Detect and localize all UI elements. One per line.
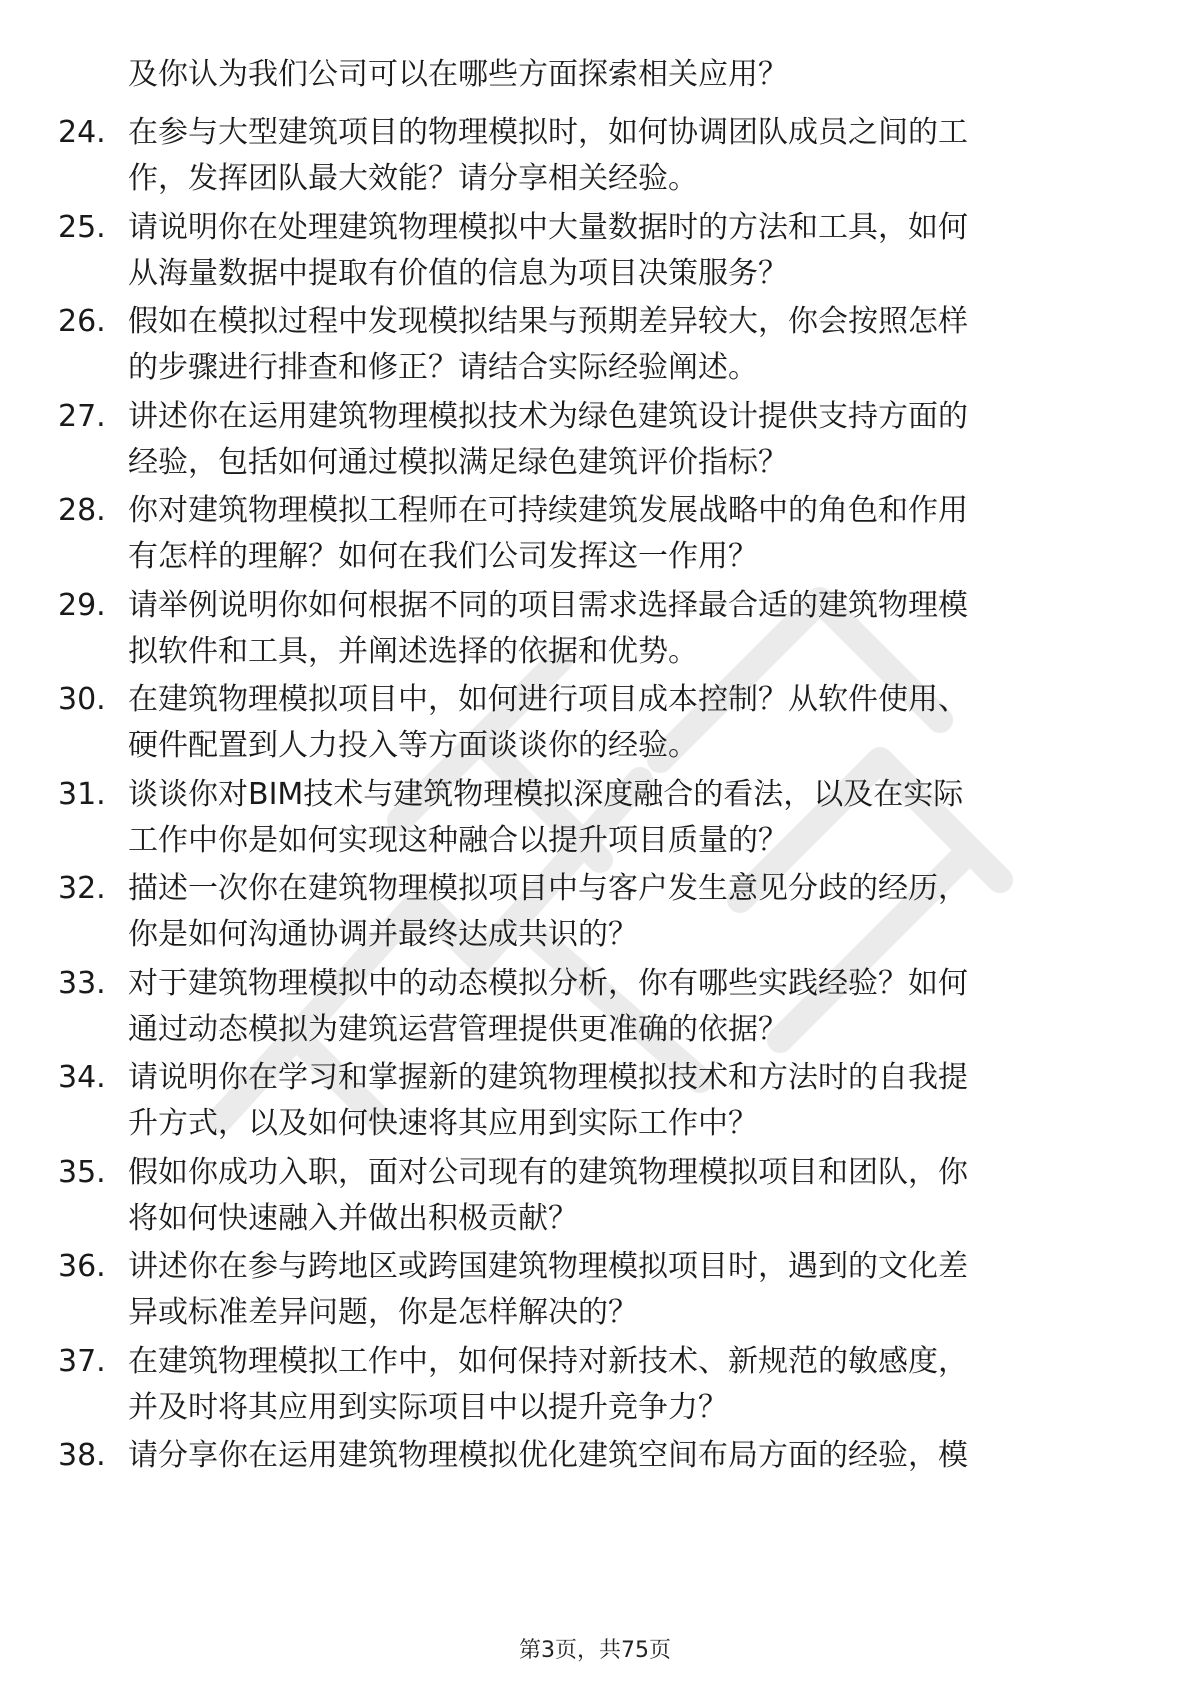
continuation-line: 及你认为我们公司可以在哪些方面探索相关应用？ xyxy=(128,57,788,92)
question-text-line: 讲述你在运用建筑物理模拟技术为绿色建筑设计提供支持方面的 xyxy=(128,398,968,434)
question-text-line: 并及时将其应用到实际项目中以提升竞争力？ xyxy=(128,1389,728,1425)
question-text-line: 将如何快速融入并做出积极贡献？ xyxy=(128,1200,578,1236)
question-number: 30. xyxy=(58,682,106,717)
question-text-line: 请说明你在学习和掌握新的建筑物理模拟技术和方法时的自我提 xyxy=(128,1060,968,1095)
question-number: 25. xyxy=(58,209,106,245)
question-number: 33. xyxy=(58,965,106,1001)
question-number: 31. xyxy=(58,776,106,812)
question-text-line: 从海量数据中提取有价值的信息为项目决策服务？ xyxy=(128,255,788,291)
question-number: 27. xyxy=(58,398,106,434)
question-number: 37. xyxy=(58,1343,106,1379)
page-footer: 第3页，共75页 xyxy=(519,1638,671,1663)
question-text-line: 假如在模拟过程中发现模拟结果与预期差异较大，你会按照怎样 xyxy=(128,304,968,339)
question-text-line: 拟软件和工具，并阐述选择的依据和优势。 xyxy=(128,633,698,669)
question-text-line: 你对建筑物理模拟工程师在可持续建筑发展战略中的角色和作用 xyxy=(128,493,968,528)
question-text-line: 在建筑物理模拟工作中，如何保持对新技术、新规范的敏感度， xyxy=(128,1343,968,1379)
question-number: 35. xyxy=(58,1154,106,1190)
question-text-line: 的步骤进行排查和修正？请结合实际经验阐述。 xyxy=(128,350,758,385)
question-text-line: 对于建筑物理模拟中的动态模拟分析，你有哪些实践经验？如何 xyxy=(128,965,968,1001)
question-text-line: 工作中你是如何实现这种融合以提升项目质量的？ xyxy=(128,822,788,858)
question-text-line: 谈谈你对BIM技术与建筑物理模拟深度融合的看法，以及在实际 xyxy=(128,776,964,812)
question-text-line: 请分享你在运用建筑物理模拟优化建筑空间布局方面的经验，模 xyxy=(128,1438,968,1473)
question-text-line: 请举例说明你如何根据不同的项目需求选择最合适的建筑物理模 xyxy=(128,587,968,623)
question-text-line: 描述一次你在建筑物理模拟项目中与客户发生意见分歧的经历， xyxy=(128,871,968,906)
question-text-line: 有怎样的理解？如何在我们公司发挥这一作用？ xyxy=(128,539,758,574)
question-text-line: 升方式，以及如何快速将其应用到实际工作中？ xyxy=(128,1106,758,1141)
question-number: 36. xyxy=(58,1249,106,1284)
question-number: 28. xyxy=(58,493,106,528)
question-number: 34. xyxy=(58,1060,106,1095)
question-text-line: 在建筑物理模拟项目中，如何进行项目成本控制？从软件使用、 xyxy=(128,682,968,717)
question-text-line: 异或标准差异问题，你是怎样解决的？ xyxy=(128,1295,638,1330)
question-text-line: 经验，包括如何通过模拟满足绿色建筑评价指标？ xyxy=(128,444,788,480)
question-number: 32. xyxy=(58,871,106,906)
question-text-line: 假如你成功入职，面对公司现有的建筑物理模拟项目和团队，你 xyxy=(128,1154,968,1190)
question-text-line: 通过动态模拟为建筑运营管理提供更准确的依据？ xyxy=(128,1011,788,1047)
question-text-line: 你是如何沟通协调并最终达成共识的？ xyxy=(128,917,638,952)
question-text-line: 请说明你在处理建筑物理模拟中大量数据时的方法和工具，如何 xyxy=(128,209,968,245)
question-number: 24. xyxy=(58,115,106,150)
question-number: 38. xyxy=(58,1438,106,1473)
question-number: 26. xyxy=(58,304,106,339)
question-number: 29. xyxy=(58,587,106,623)
question-text-line: 讲述你在参与跨地区或跨国建筑物理模拟项目时，遇到的文化差 xyxy=(128,1249,968,1284)
question-text-line: 在参与大型建筑项目的物理模拟时，如何协调团队成员之间的工 xyxy=(128,115,968,150)
question-text-line: 硬件配置到人力投入等方面谈谈你的经验。 xyxy=(128,728,698,763)
question-text-line: 作，发挥团队最大效能？请分享相关经验。 xyxy=(128,161,698,196)
